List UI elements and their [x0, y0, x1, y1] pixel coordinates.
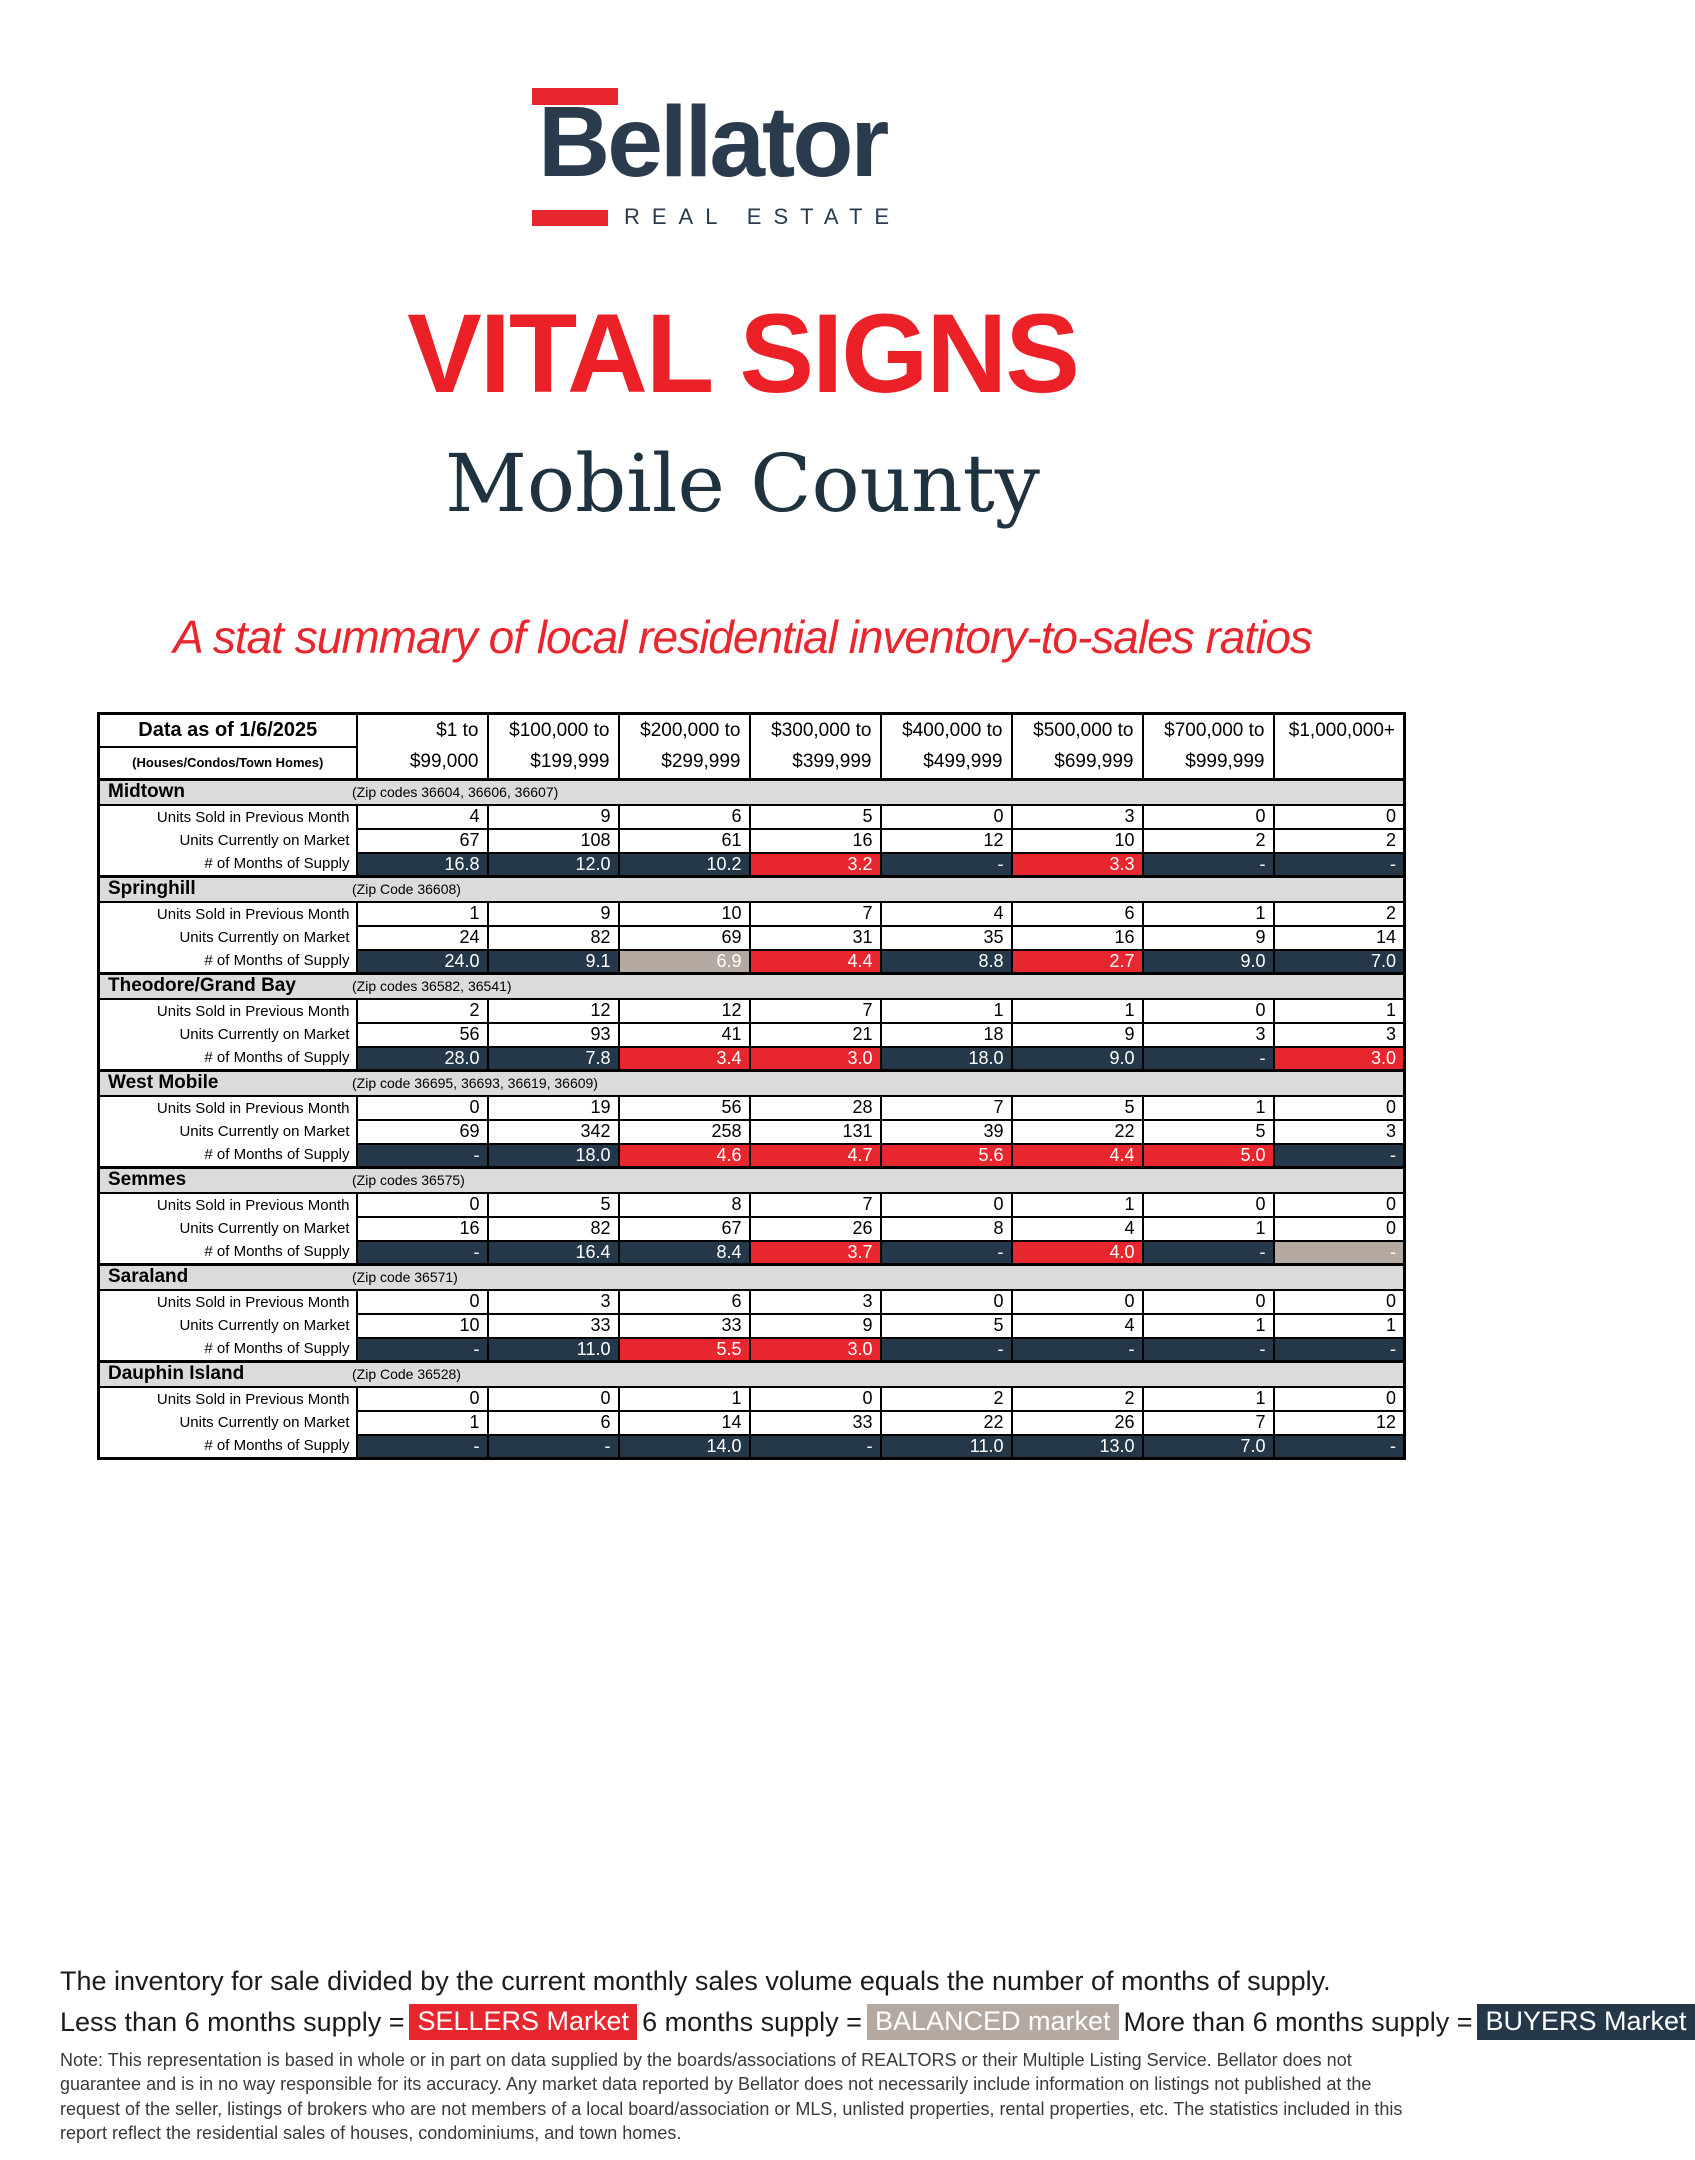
months-supply-cell: 2.7 [1012, 950, 1143, 974]
months-supply-cell: 7.0 [1143, 1435, 1274, 1459]
units-sold-cell: 0 [357, 1193, 488, 1217]
months-supply-cell: - [357, 1144, 488, 1168]
units-sold-cell: 2 [1274, 902, 1405, 926]
months-supply-cell: - [488, 1435, 619, 1459]
price-range-top: $1,000,000+ [1274, 714, 1405, 747]
months-supply-cell: 3.0 [750, 1338, 881, 1362]
row-label: # of Months of Supply [99, 950, 357, 974]
months-supply-cell: - [1143, 1338, 1274, 1362]
units-sold-cell: 4 [881, 902, 1012, 926]
table-row [99, 1217, 1405, 1241]
units-sold-cell: 1 [1143, 1387, 1274, 1411]
months-supply-cell: 9.0 [1012, 1047, 1143, 1071]
price-range-top: $100,000 to [488, 714, 619, 747]
units-sold-cell: 0 [357, 1290, 488, 1314]
units-sold-cell: 19 [488, 1096, 619, 1120]
units-market-cell: 5 [1143, 1120, 1274, 1144]
units-market-cell: 3 [1274, 1023, 1405, 1047]
months-supply-cell: - [1143, 1241, 1274, 1265]
units-sold-cell: 0 [1143, 1290, 1274, 1314]
section-header-row [99, 780, 1405, 805]
price-range-bottom: $99,000 [357, 747, 488, 780]
months-supply-cell: - [1012, 1338, 1143, 1362]
units-sold-cell: 7 [750, 999, 881, 1023]
months-supply-cell: 3.0 [750, 1047, 881, 1071]
units-market-cell: 82 [488, 1217, 619, 1241]
logo-tagline: REAL ESTATE [624, 204, 902, 229]
row-label: Units Currently on Market [99, 1217, 357, 1241]
units-sold-cell: 0 [1143, 1193, 1274, 1217]
months-supply-cell: 4.4 [750, 950, 881, 974]
months-supply-cell: 7.8 [488, 1047, 619, 1071]
subtitle: A stat summary of local residential inventory-to-sales ratios [173, 611, 1312, 663]
units-market-cell: 24 [357, 926, 488, 950]
data-as-of-label: Data as of 1/6/2025 [99, 714, 357, 747]
units-sold-cell: 12 [619, 999, 750, 1023]
units-sold-cell: 5 [750, 805, 881, 829]
buyers-market-chip: BUYERS Market [1477, 2004, 1694, 2040]
row-label: # of Months of Supply [99, 1435, 357, 1459]
months-supply-cell: 28.0 [357, 1047, 488, 1071]
header-row-1 [99, 714, 1405, 747]
months-supply-cell: 4.0 [1012, 1241, 1143, 1265]
bellator-logo [528, 86, 968, 236]
section-zip-codes: (Zip codes 36575) [352, 1172, 465, 1189]
units-sold-cell: 9 [488, 902, 619, 926]
months-supply-cell: 8.4 [619, 1241, 750, 1265]
units-market-cell: 4 [1012, 1314, 1143, 1338]
months-supply-cell: 3.4 [619, 1047, 750, 1071]
months-supply-cell: - [1274, 1241, 1405, 1265]
row-label: Units Currently on Market [99, 1023, 357, 1047]
units-market-cell: 41 [619, 1023, 750, 1047]
months-supply-cell: 5.6 [881, 1144, 1012, 1168]
table-row [99, 1338, 1405, 1362]
logo-brand-text: Bellator [538, 86, 887, 198]
months-supply-cell: 3.7 [750, 1241, 881, 1265]
units-sold-cell: 1 [1143, 1096, 1274, 1120]
price-range-bottom [1274, 747, 1405, 780]
units-market-cell: 9 [1143, 926, 1274, 950]
units-market-cell: 4 [1012, 1217, 1143, 1241]
units-market-cell: 61 [619, 829, 750, 853]
months-supply-cell: 24.0 [357, 950, 488, 974]
months-supply-cell: 4.6 [619, 1144, 750, 1168]
units-market-cell: 342 [488, 1120, 619, 1144]
row-label: Units Currently on Market [99, 829, 357, 853]
units-sold-cell: 0 [750, 1387, 881, 1411]
section-zip-codes: (Zip Code 36608) [352, 881, 461, 898]
units-sold-cell: 0 [1143, 805, 1274, 829]
months-supply-cell: 11.0 [881, 1435, 1012, 1459]
units-sold-cell: 0 [357, 1387, 488, 1411]
units-sold-cell: 1 [1143, 902, 1274, 926]
header-row-2 [99, 747, 1405, 780]
months-supply-cell: - [357, 1338, 488, 1362]
price-range-bottom: $499,999 [881, 747, 1012, 780]
price-range-bottom: $399,999 [750, 747, 881, 780]
units-sold-cell: 6 [619, 1290, 750, 1314]
units-sold-cell: 5 [488, 1193, 619, 1217]
months-supply-cell: 18.0 [488, 1144, 619, 1168]
legend-more-label: More than 6 months supply = [1123, 2006, 1473, 2037]
price-range-top: $1 to [357, 714, 488, 747]
units-sold-cell: 0 [1274, 1096, 1405, 1120]
months-supply-cell: - [1274, 1144, 1405, 1168]
table-row [99, 999, 1405, 1023]
units-sold-cell: 3 [750, 1290, 881, 1314]
months-supply-cell: 9.0 [1143, 950, 1274, 974]
units-sold-cell: 1 [881, 999, 1012, 1023]
months-supply-cell: - [357, 1241, 488, 1265]
table-row [99, 902, 1405, 926]
units-sold-cell: 28 [750, 1096, 881, 1120]
units-market-cell: 108 [488, 829, 619, 853]
units-sold-cell: 1 [1012, 999, 1143, 1023]
units-sold-cell: 4 [357, 805, 488, 829]
row-label: Units Sold in Previous Month [99, 1193, 357, 1217]
units-market-cell: 69 [357, 1120, 488, 1144]
section-zip-codes: (Zip codes 36582, 36541) [352, 978, 512, 995]
units-market-cell: 3 [1274, 1120, 1405, 1144]
units-sold-cell: 0 [881, 805, 1012, 829]
months-supply-cell: 5.5 [619, 1338, 750, 1362]
months-supply-cell: 4.4 [1012, 1144, 1143, 1168]
months-supply-cell: - [881, 853, 1012, 877]
months-supply-cell: 3.2 [750, 853, 881, 877]
units-market-cell: 3 [1143, 1023, 1274, 1047]
units-market-cell: 26 [750, 1217, 881, 1241]
units-market-cell: 67 [619, 1217, 750, 1241]
months-supply-cell: - [881, 1241, 1012, 1265]
legend-less-label: Less than 6 months supply = [60, 2006, 405, 2037]
row-label: Units Sold in Previous Month [99, 902, 357, 926]
months-supply-cell: - [1274, 1435, 1405, 1459]
units-market-cell: 12 [881, 829, 1012, 853]
row-label: Units Sold in Previous Month [99, 805, 357, 829]
row-label: Units Sold in Previous Month [99, 999, 357, 1023]
section-name: Midtown [108, 781, 186, 803]
months-supply-cell: - [357, 1435, 488, 1459]
section-header-row [99, 1071, 1405, 1096]
units-market-cell: 10 [357, 1314, 488, 1338]
section-header-row [99, 1265, 1405, 1290]
units-sold-cell: 2 [881, 1387, 1012, 1411]
row-label: # of Months of Supply [99, 1047, 357, 1071]
section-name: Springhill [108, 878, 196, 900]
units-sold-cell: 0 [1274, 1193, 1405, 1217]
table-row [99, 1241, 1405, 1265]
table-row [99, 1290, 1405, 1314]
property-types-label: (Houses/Condos/Town Homes) [132, 755, 324, 771]
months-supply-cell: - [1274, 853, 1405, 877]
section-zip-codes: (Zip code 36571) [352, 1269, 458, 1286]
units-sold-cell: 0 [488, 1387, 619, 1411]
months-supply-cell: 6.9 [619, 950, 750, 974]
units-market-cell: 33 [619, 1314, 750, 1338]
row-label: # of Months of Supply [99, 1144, 357, 1168]
units-sold-cell: 1 [1274, 999, 1405, 1023]
table-row [99, 950, 1405, 974]
row-label: Units Currently on Market [99, 926, 357, 950]
table-row [99, 1120, 1405, 1144]
units-sold-cell: 0 [1143, 999, 1274, 1023]
units-market-cell: 26 [1012, 1411, 1143, 1435]
legend [60, 1966, 1687, 2040]
units-market-cell: 33 [488, 1314, 619, 1338]
units-market-cell: 1 [357, 1411, 488, 1435]
units-sold-cell: 7 [881, 1096, 1012, 1120]
months-supply-cell: 10.2 [619, 853, 750, 877]
units-market-cell: 14 [1274, 926, 1405, 950]
units-market-cell: 82 [488, 926, 619, 950]
section-header-row [99, 974, 1405, 999]
units-market-cell: 35 [881, 926, 1012, 950]
units-market-cell: 14 [619, 1411, 750, 1435]
months-supply-cell: - [750, 1435, 881, 1459]
section-name: Saraland [108, 1266, 189, 1288]
months-supply-cell: 18.0 [881, 1047, 1012, 1071]
units-market-cell: 12 [1274, 1411, 1405, 1435]
units-sold-cell: 1 [1012, 1193, 1143, 1217]
units-market-cell: 67 [357, 829, 488, 853]
units-market-cell: 9 [1012, 1023, 1143, 1047]
table-row [99, 1023, 1405, 1047]
section-name: Semmes [108, 1169, 187, 1191]
units-market-cell: 1 [1274, 1314, 1405, 1338]
units-market-cell: 2 [1143, 829, 1274, 853]
units-market-cell: 22 [881, 1411, 1012, 1435]
months-supply-cell: 14.0 [619, 1435, 750, 1459]
months-supply-cell: 12.0 [488, 853, 619, 877]
months-supply-cell: - [881, 1338, 1012, 1362]
table-row [99, 805, 1405, 829]
units-market-cell: 39 [881, 1120, 1012, 1144]
row-label: Units Currently on Market [99, 1314, 357, 1338]
units-market-cell: 9 [750, 1314, 881, 1338]
price-range-top: $700,000 to [1143, 714, 1274, 747]
units-market-cell: 16 [357, 1217, 488, 1241]
units-sold-cell: 0 [881, 1193, 1012, 1217]
units-sold-cell: 7 [750, 1193, 881, 1217]
units-sold-cell: 0 [357, 1096, 488, 1120]
table-row [99, 926, 1405, 950]
price-range-bottom: $299,999 [619, 747, 750, 780]
units-market-cell: 10 [1012, 829, 1143, 853]
row-label: Units Sold in Previous Month [99, 1387, 357, 1411]
months-supply-cell: 16.4 [488, 1241, 619, 1265]
row-label: Units Sold in Previous Month [99, 1096, 357, 1120]
units-market-cell: 56 [357, 1023, 488, 1047]
sellers-market-chip: SELLERS Market [409, 2004, 637, 2040]
units-market-cell: 1 [1143, 1217, 1274, 1241]
price-range-top: $400,000 to [881, 714, 1012, 747]
units-sold-cell: 8 [619, 1193, 750, 1217]
units-market-cell: 31 [750, 926, 881, 950]
months-supply-cell: 11.0 [488, 1338, 619, 1362]
row-label: # of Months of Supply [99, 853, 357, 877]
months-supply-cell: - [1143, 853, 1274, 877]
legend-key [60, 2004, 1687, 2040]
units-sold-cell: 1 [619, 1387, 750, 1411]
months-supply-cell: 3.3 [1012, 853, 1143, 877]
table-row [99, 1144, 1405, 1168]
row-label: # of Months of Supply [99, 1338, 357, 1362]
balanced-market-chip: BALANCED market [867, 2004, 1119, 2040]
units-sold-cell: 1 [357, 902, 488, 926]
table-row [99, 1435, 1405, 1459]
row-label: # of Months of Supply [99, 1241, 357, 1265]
units-market-cell: 6 [488, 1411, 619, 1435]
units-sold-cell: 10 [619, 902, 750, 926]
units-market-cell: 22 [1012, 1120, 1143, 1144]
table-row [99, 853, 1405, 877]
table-row [99, 1047, 1405, 1071]
months-supply-cell: 13.0 [1012, 1435, 1143, 1459]
section-name: Dauphin Island [108, 1363, 245, 1385]
units-sold-cell: 0 [1012, 1290, 1143, 1314]
units-sold-cell: 0 [1274, 1290, 1405, 1314]
price-range-bottom: $999,999 [1143, 747, 1274, 780]
legend-definition: The inventory for sale divided by the current monthly sales volume equals the number of months of supply. [60, 1966, 1331, 1996]
units-sold-cell: 5 [1012, 1096, 1143, 1120]
units-market-cell: 21 [750, 1023, 881, 1047]
units-sold-cell: 3 [1012, 805, 1143, 829]
months-supply-cell: - [1274, 1338, 1405, 1362]
disclaimer-note: Note: This representation is based in whole or in part on data supplied by the boards/associations of REALTORS or their Multiple Listing Service. Bellator does not guarantee and is in no way responsible for its accuracy. Any market data reported by Bellator does not necessarily include information on listings not published at the request of the seller, listings of brokers who are not members of a local board/association or MLS, unlisted properties, rental properties, etc. The statistics included in this report reflect the residential sales of houses, condominiums, and town homes. [60, 2050, 1403, 2143]
section-header-row [99, 877, 1405, 902]
units-market-cell: 16 [750, 829, 881, 853]
section-header-row [99, 1362, 1405, 1387]
price-range-top: $200,000 to [619, 714, 750, 747]
stats-table [97, 712, 1406, 1460]
logo-red-bar-bottom [532, 210, 608, 226]
table-row [99, 1314, 1405, 1338]
units-sold-cell: 6 [619, 805, 750, 829]
months-supply-cell: 4.7 [750, 1144, 881, 1168]
units-market-cell: 5 [881, 1314, 1012, 1338]
months-supply-cell: 9.1 [488, 950, 619, 974]
row-label: Units Currently on Market [99, 1120, 357, 1144]
units-market-cell: 258 [619, 1120, 750, 1144]
units-sold-cell: 2 [1012, 1387, 1143, 1411]
months-supply-cell: 5.0 [1143, 1144, 1274, 1168]
price-range-top: $300,000 to [750, 714, 881, 747]
units-sold-cell: 0 [881, 1290, 1012, 1314]
section-header-row [99, 1168, 1405, 1193]
section-name: Theodore/Grand Bay [108, 975, 296, 997]
price-range-bottom: $699,999 [1012, 747, 1143, 780]
legend-six-label: 6 months supply = [642, 2006, 862, 2037]
table-row [99, 829, 1405, 853]
units-market-cell: 0 [1274, 1217, 1405, 1241]
units-sold-cell: 7 [750, 902, 881, 926]
row-label: Units Currently on Market [99, 1411, 357, 1435]
units-sold-cell: 6 [1012, 902, 1143, 926]
table-row [99, 1411, 1405, 1435]
months-supply-cell: 7.0 [1274, 950, 1405, 974]
section-zip-codes: (Zip code 36695, 36693, 36619, 36609) [352, 1075, 598, 1092]
price-range-bottom: $199,999 [488, 747, 619, 780]
section-name: West Mobile [108, 1072, 219, 1094]
table-row [99, 1193, 1405, 1217]
months-supply-cell: 8.8 [881, 950, 1012, 974]
page-title: VITAL SIGNS [407, 291, 1078, 416]
units-market-cell: 1 [1143, 1314, 1274, 1338]
units-sold-cell: 0 [1274, 805, 1405, 829]
table-row [99, 1096, 1405, 1120]
units-sold-cell: 3 [488, 1290, 619, 1314]
section-zip-codes: (Zip codes 36604, 36606, 36607) [352, 784, 559, 801]
units-sold-cell: 2 [357, 999, 488, 1023]
units-sold-cell: 0 [1274, 1387, 1405, 1411]
units-sold-cell: 9 [488, 805, 619, 829]
months-supply-cell: 3.0 [1274, 1047, 1405, 1071]
units-market-cell: 93 [488, 1023, 619, 1047]
units-market-cell: 131 [750, 1120, 881, 1144]
months-supply-cell: 16.8 [357, 853, 488, 877]
units-market-cell: 18 [881, 1023, 1012, 1047]
units-market-cell: 8 [881, 1217, 1012, 1241]
units-market-cell: 2 [1274, 829, 1405, 853]
units-market-cell: 33 [750, 1411, 881, 1435]
units-market-cell: 69 [619, 926, 750, 950]
section-zip-codes: (Zip Code 36528) [352, 1366, 461, 1383]
units-sold-cell: 12 [488, 999, 619, 1023]
region-title: Mobile County [445, 437, 1040, 530]
months-supply-cell: - [1143, 1047, 1274, 1071]
row-label: Units Sold in Previous Month [99, 1290, 357, 1314]
units-sold-cell: 56 [619, 1096, 750, 1120]
units-market-cell: 16 [1012, 926, 1143, 950]
units-market-cell: 7 [1143, 1411, 1274, 1435]
price-range-top: $500,000 to [1012, 714, 1143, 747]
table-row [99, 1387, 1405, 1411]
